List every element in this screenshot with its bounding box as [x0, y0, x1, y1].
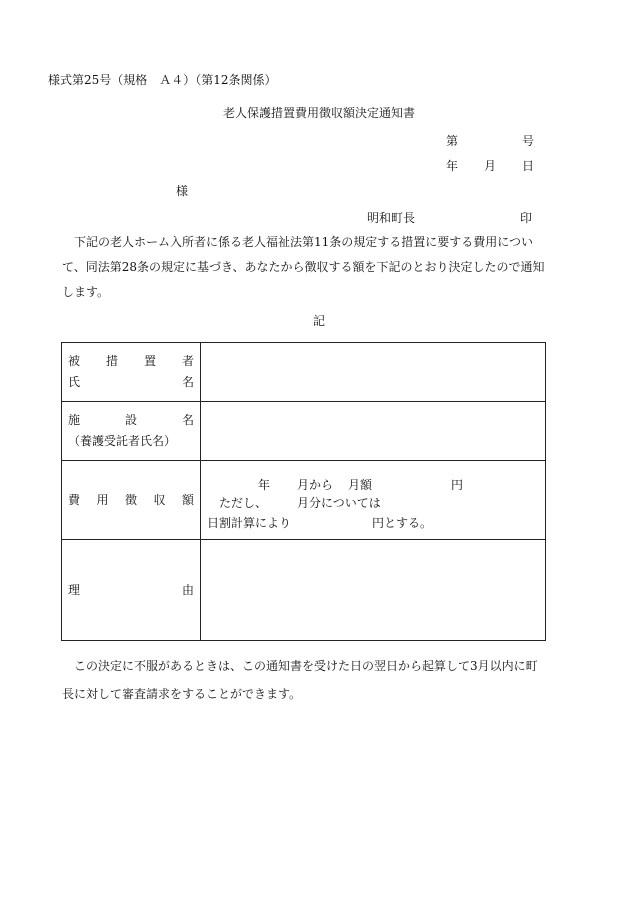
recipient-name-label: 被 措 置 者 氏 名: [62, 343, 201, 402]
facility-name-label: 施 設 名 （養護受託者氏名）: [62, 402, 201, 461]
seal-mark: 印: [520, 211, 533, 225]
fee-however: ただし、: [219, 496, 268, 510]
table-row-facility: [62, 402, 546, 461]
addressee-honorific: 様: [176, 184, 189, 198]
date-year: 年: [446, 159, 459, 173]
fee-from-month: 月から: [297, 478, 334, 492]
appeal-notice: この決定に不服があるときは、この通知書を受けた日の翌日から起算して3月以内に町長に対して審査請求をすることができます。: [62, 659, 538, 701]
fee-year: 年: [258, 478, 271, 492]
table-row-fee: [62, 461, 546, 540]
reason-label: 理 由: [62, 540, 201, 641]
form-label: 様式第25号（規格 Ａ４）（第12条関係）: [48, 73, 277, 87]
document-title: 老人保護措置費用徴収額決定通知書: [222, 106, 415, 120]
number-prefix: 第: [446, 134, 459, 148]
fee-monthly: 月額: [348, 478, 373, 492]
record-table: [61, 342, 546, 641]
facility-name-value: [201, 402, 546, 461]
table-row-reason: [62, 540, 546, 641]
date-month: 月: [484, 159, 497, 173]
body-paragraph: 下記の老人ホーム入所者に係る老人福祉法第11条の規定する措置に要する費用について、同法第28条の規定に基づき、あなたから徴収する額を下記のとおり決定したので通知します。: [62, 235, 545, 299]
fee-daily-calc: 日割計算により: [207, 516, 292, 530]
fee-yen: 円: [451, 478, 464, 492]
number-suffix: 号: [522, 134, 535, 148]
date-line: [446, 157, 536, 174]
document-number-line: [446, 132, 536, 149]
reason-value: [201, 540, 546, 641]
table-row-recipient: [62, 343, 546, 402]
recipient-name-value: [201, 343, 546, 402]
date-day: 日: [522, 159, 535, 173]
fee-amount-label: 費 用 徴 収 額: [62, 461, 201, 540]
sender-name: 明和町長: [367, 211, 416, 225]
fee-amount-value: [201, 461, 546, 540]
fee-month-part: 月分については: [297, 496, 381, 510]
ki-heading: 記: [312, 314, 325, 328]
fee-yen-end: 円とする。: [372, 516, 433, 530]
